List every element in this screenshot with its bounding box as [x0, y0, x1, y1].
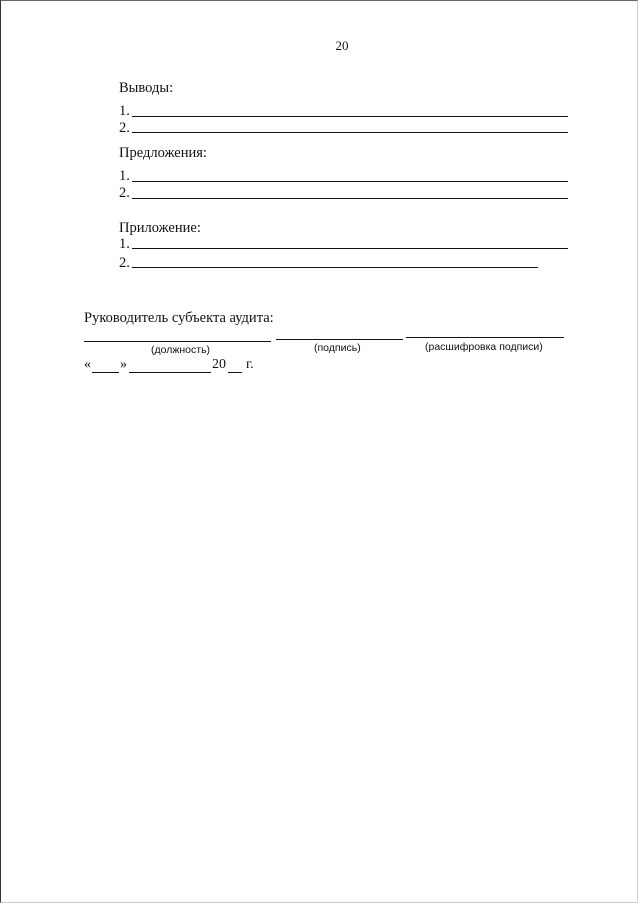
- signature-label: Руководитель субъекта аудита:: [84, 310, 274, 326]
- proposals-item-2-number: 2.: [119, 185, 130, 201]
- signature-caption: (подпись): [314, 342, 361, 354]
- date-month-line[interactable]: [129, 372, 211, 373]
- appendix-item-2-line[interactable]: [132, 267, 538, 268]
- position-caption: (должность): [151, 344, 211, 356]
- page-number: 20: [335, 38, 349, 53]
- conclusions-item-2-line[interactable]: [132, 132, 568, 133]
- date-year-line[interactable]: [228, 372, 242, 373]
- appendix-item-1-line[interactable]: [132, 248, 568, 249]
- signature-line[interactable]: [276, 339, 403, 340]
- date-open-quote: «: [84, 357, 91, 372]
- appendix-heading: Приложение:: [119, 220, 201, 236]
- position-line[interactable]: [84, 341, 271, 342]
- conclusions-heading: Выводы:: [119, 80, 174, 96]
- signature-decoding-line[interactable]: [406, 337, 564, 338]
- proposals-item-2-line[interactable]: [132, 198, 568, 199]
- conclusions-item-2-number: 2.: [119, 120, 130, 136]
- conclusions-item-1-line[interactable]: [132, 116, 568, 117]
- date-year-prefix: 20: [212, 357, 226, 372]
- date-year-suffix: г.: [246, 357, 254, 372]
- decoding-caption: (расшифровка подписи): [425, 341, 543, 353]
- date-day-line[interactable]: [92, 372, 119, 373]
- proposals-heading: Предложения:: [119, 145, 207, 161]
- appendix-item-2-number: 2.: [119, 255, 130, 271]
- proposals-item-1-line[interactable]: [132, 181, 568, 182]
- conclusions-item-1-number: 1.: [119, 103, 130, 119]
- date-close-quote: »: [120, 357, 127, 372]
- appendix-item-1-number: 1.: [119, 236, 130, 252]
- proposals-item-1-number: 1.: [119, 168, 130, 184]
